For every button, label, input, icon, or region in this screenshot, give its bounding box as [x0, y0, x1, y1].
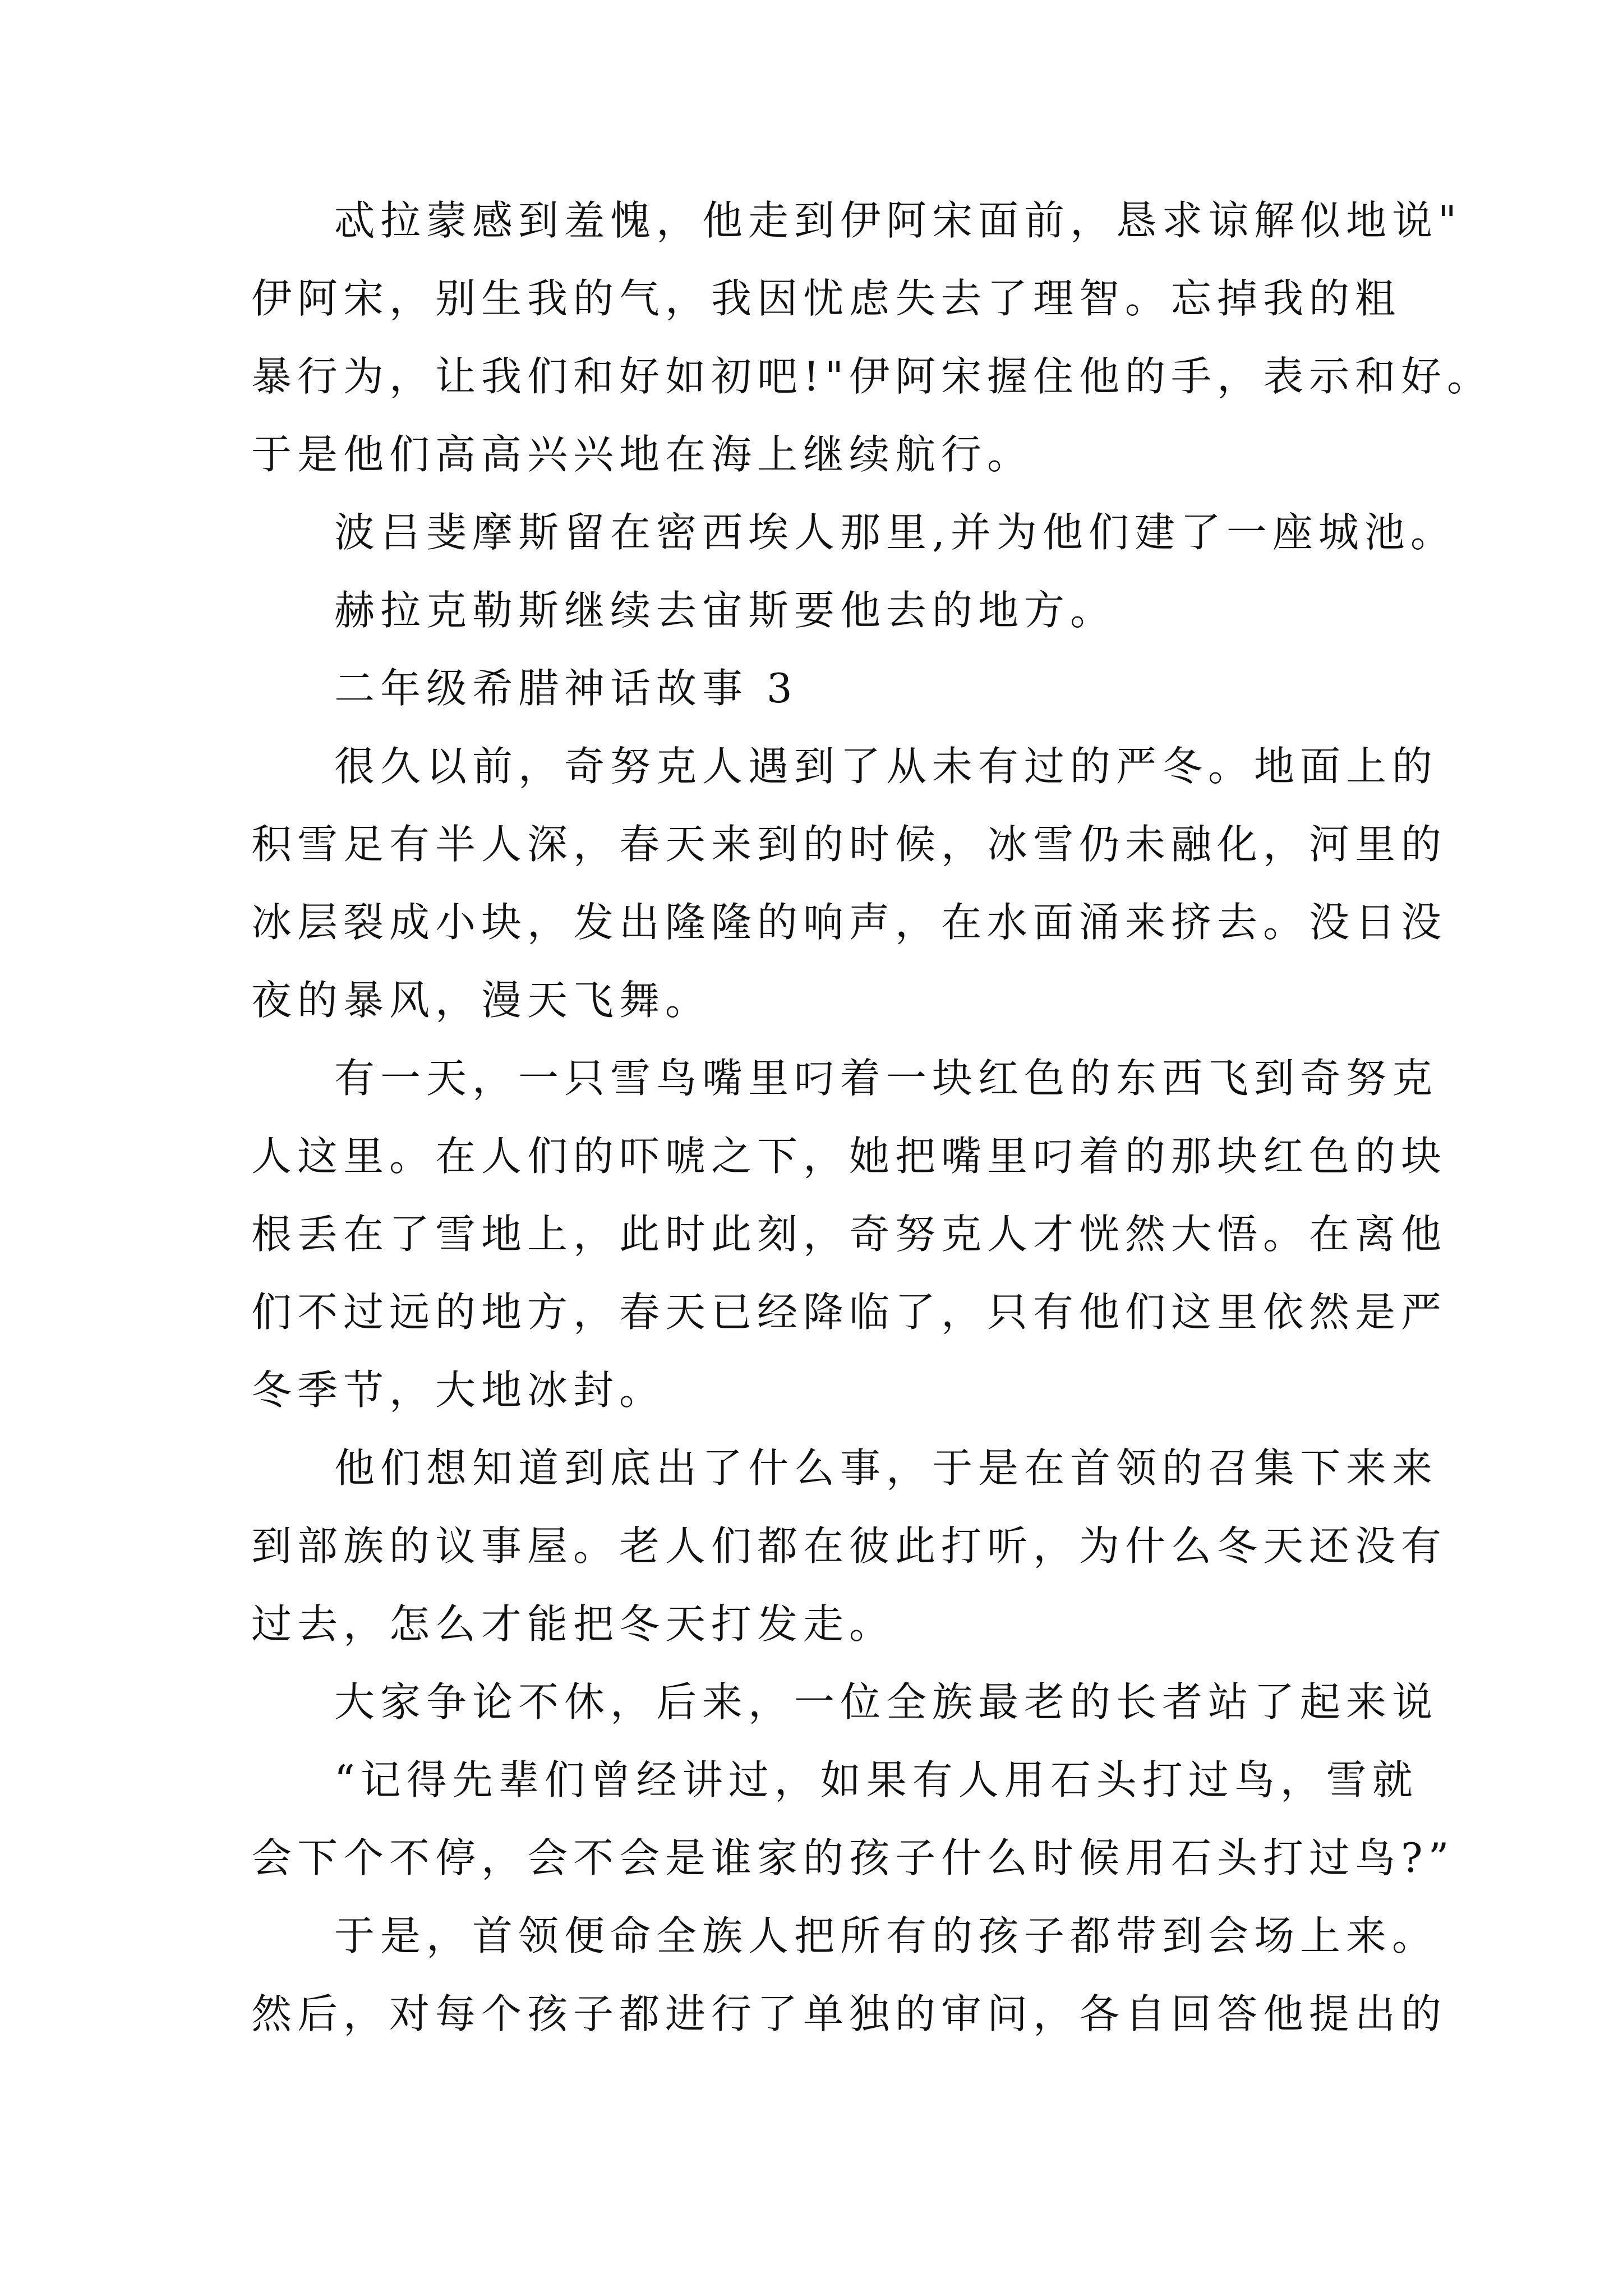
text-line: 过去，怎么才能把冬天打发走。 [251, 1600, 896, 1648]
text-line: 们不过远的地方，春天已经降临了，只有他们这里依然是严 [251, 1289, 1447, 1336]
text-line: 冬季节，大地冰封。 [251, 1366, 666, 1414]
text-line: 于是，首领便命全族人把所有的孩子都带到会场上来。 [334, 1912, 1438, 1959]
text-line: 暴行为，让我们和好如初吧!"伊阿宋握住他的手，表示和好。 [251, 353, 1493, 400]
text-line: 于是他们高高兴兴地在海上继续航行。 [251, 431, 1034, 478]
text-line: 很久以前，奇努克人遇到了从未有过的严冬。地面上的 [334, 743, 1438, 790]
text-line: 波吕斐摩斯留在密西埃人那里,并为他们建了一座城池。 [334, 509, 1456, 556]
text-line: 根丢在了雪地上，此时此刻，奇努克人才恍然大悟。在离他 [251, 1211, 1447, 1258]
text-line: 然后，对每个孩子都进行了单独的审问，各自回答他提出的 [251, 1990, 1447, 2037]
text-line: 会下个不停，会不会是谁家的孩子什么时候用石头打过鸟?” [251, 1834, 1455, 1881]
section-heading: 二年级希腊神话故事 3 [334, 665, 798, 712]
text-line: 大家争论不休，后来，一位全族最老的长者站了起来说 [334, 1678, 1438, 1726]
text-line: 赫拉克勒斯继续去宙斯要他去的地方。 [334, 587, 1117, 634]
text-line: 冰层裂成小块，发出隆隆的响声，在水面涌来挤去。没日没 [251, 899, 1447, 946]
text-line: 到部族的议事屋。老人们都在彼此打听，为什么冬天还没有 [251, 1522, 1447, 1570]
text-line: “记得先辈们曾经讲过，如果有人用石头打过鸟，雪就 [334, 1756, 1418, 1803]
text-line: 他们想知道到底出了什么事，于是在首领的召集下来来 [334, 1444, 1438, 1492]
text-line: 有一天，一只雪鸟嘴里叼着一块红色的东西飞到奇努克 [334, 1055, 1438, 1102]
text-line: 夜的暴风，漫天飞舞。 [251, 977, 712, 1024]
text-line: 人这里。在人们的吓唬之下，她把嘴里叼着的那块红色的块 [251, 1133, 1447, 1180]
text-line: 伊阿宋，别生我的气，我因忧虑失去了理智。忘掉我的粗 [251, 275, 1401, 322]
text-line: 忒拉蒙感到羞愧，他走到伊阿宋面前，恳求谅解似地说" [334, 197, 1463, 244]
text-line: 积雪足有半人深，春天来到的时候，冰雪仍未融化，河里的 [251, 821, 1447, 868]
